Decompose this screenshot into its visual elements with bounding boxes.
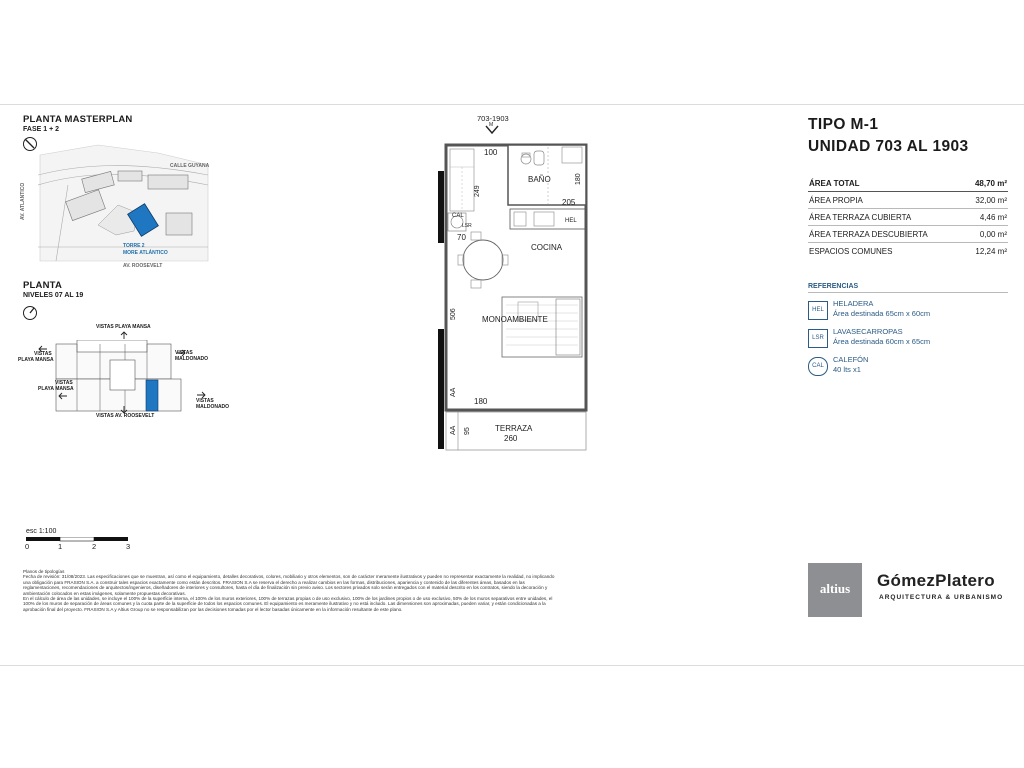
- arrow-up-icon: [120, 331, 128, 339]
- unidad-title: UNIDAD 703 AL 1903: [808, 138, 969, 155]
- av-roosevelt-label: AV. ROOSEVELT: [123, 263, 163, 269]
- referencias-title: REFERENCIAS: [808, 283, 859, 290]
- view-playa-mansa-left-2: PLAYA MANSA: [38, 386, 74, 392]
- view-roosevelt-bottom: VISTAS AV. ROOSEVELT: [96, 413, 155, 419]
- area-label: ÁREA TERRAZA DESCUBIERTA: [809, 230, 928, 239]
- view-vistas-left-2: VISTAS: [55, 380, 73, 386]
- view-vistas-maldonado-1: VISTAS: [175, 350, 193, 356]
- area-value: 4,46 m²: [979, 213, 1007, 222]
- area-label: ÁREA TOTAL: [809, 179, 860, 188]
- street-av-left-label: AV. ATLANTICO: [20, 182, 26, 220]
- area-label: ÁREA TERRAZA CUBIERTA: [809, 213, 912, 222]
- ref-name: HELADERA: [833, 299, 874, 308]
- disclaimer-paragraph-1: Fecha de revisión: 31/08/2023. Las especificaciones que se muestran, así como el equipamiento, detalles decorativos, colores, mobiliario y otros elementos, son de carácter meramente ilustrativos y pueden no representar exactamente la realidad, no implicando una obligación para FRASION S.A. a construir tales espacios exactamente como están descritos. FRASION S.A se reserva el derecho a realizar cambios en las formas, distribuciones, apariencia y contenido de las diferentes áreas, basados en las reglamentaciones, recomendaciones de arquitectos/ingenieros, diseñadores de interiores y consultores, hasta el día de finalización sin previo aviso. Los sectores privados solo serán entregados con el material descrito en los contratos, siendo la decoración y ambientación colocados en estas imágenes, solamente propuestas decorativas.: [23, 574, 555, 596]
- dim-205: 205: [562, 198, 576, 207]
- ref-name: CALEFÓN: [833, 355, 869, 364]
- dim-180-bano: 180: [575, 173, 582, 185]
- ref-desc: Área destinada 65cm x 60cm: [833, 309, 931, 318]
- area-value: 48,70 m²: [974, 179, 1007, 188]
- gomez-platero-subtitle: ARQUITECTURA & URBANISMO: [879, 594, 1004, 601]
- area-label: ÁREA PROPIA: [809, 196, 863, 205]
- ref-item-hel: [808, 298, 1008, 322]
- scale-tick-3: 3: [126, 542, 131, 551]
- area-label: ESPACIOS COMUNES: [809, 247, 893, 256]
- planta-subtitle: NIVELES 07 AL 19: [23, 292, 84, 299]
- altius-logo-text: altius: [819, 581, 851, 596]
- areas-table: [808, 175, 1008, 261]
- floor-plan: [438, 137, 594, 453]
- gomez-platero-logo: GómezPlatero: [877, 571, 995, 590]
- dim-95: 95: [464, 427, 471, 435]
- north-mark: M: [489, 122, 494, 128]
- dim-100: 100: [484, 148, 498, 157]
- room-bano: BAÑO: [528, 175, 551, 184]
- tower-floor-diagram: [55, 340, 185, 412]
- dim-180-bottom: 180: [474, 397, 488, 406]
- dim-70: 70: [457, 233, 466, 242]
- masterplan-title: PLANTA MASTERPLAN: [23, 114, 133, 125]
- disclaimer-block: [23, 569, 558, 612]
- calefon-icon: CAL: [808, 357, 828, 376]
- ref-name: LAVASECARROPAS: [833, 327, 903, 336]
- appliance-lsr: LSR: [462, 223, 472, 229]
- view-maldonado-2: MALDONADO: [196, 404, 230, 410]
- heladera-icon: HEL: [808, 301, 828, 320]
- unit-code-label: 703-1903: [477, 114, 509, 123]
- ref-item-lsr: [808, 326, 1008, 350]
- area-value: 12,24 m²: [975, 247, 1007, 256]
- lavasecarropas-icon: LSR: [808, 329, 828, 348]
- room-terraza: TERRAZA: [495, 424, 533, 433]
- appliance-cal: CAL: [452, 213, 464, 219]
- appliance-hel: HEL: [565, 218, 577, 224]
- area-row: [808, 243, 1008, 259]
- scale-tick-0: 0: [25, 542, 30, 551]
- tipo-title: TIPO M-1: [808, 116, 879, 133]
- area-row: [808, 209, 1008, 226]
- plan-sheet: [0, 104, 1024, 666]
- tower-label-2: MORE ATLÁNTICO: [123, 250, 168, 256]
- view-playa-mansa-top: VISTAS PLAYA MANSA: [96, 324, 151, 330]
- compass-icon: [22, 305, 38, 321]
- scale-label: esc 1:100: [26, 528, 57, 535]
- area-value: 0,00 m²: [979, 230, 1007, 239]
- compass-icon: [22, 136, 38, 152]
- view-maldonado-1: MALDONADO: [175, 356, 209, 362]
- area-value: 32,00 m²: [975, 196, 1007, 205]
- room-monoambiente: MONOAMBIENTE: [482, 315, 548, 324]
- unit-highlight: [146, 380, 158, 411]
- masterplan-subtitle: FASE 1 + 2: [23, 126, 59, 133]
- street-guyana-label: CALLE GUYANA: [170, 163, 210, 169]
- view-vistas-left-1: VISTAS: [34, 351, 52, 357]
- dim-260: 260: [504, 434, 518, 443]
- area-row-total: [808, 175, 1008, 192]
- altius-logo: [808, 563, 862, 617]
- appliance-aa-1: AA: [450, 387, 457, 397]
- planta-title: PLANTA: [23, 280, 63, 291]
- appliance-aa-2: AA: [450, 425, 457, 435]
- disclaimer-paragraph-2: En el cálculo de área de las unidades, se incluye el 100% de la superficie interna, el 100% de los muros exteriores, 100% de terrazas propias o de uso exclusivo, 100% de los jardines propios o de uso exclusivo, 50% de los muros separativos entre unidades, el 100% de los muros de separación de áreas comunes y la cuota parte de la superficie de todos los espacios comunes. El equipamiento es meramente ilustrativo y no está incluido. Las dimensiones son aproximadas, pueden variar, y están condicionadas a la aprobación final del proyecto. FRASION S.A y Altius Group no se responsabilizan por las decisiones tomadas por el lector basadas únicamente en la información resultante de este plano.: [23, 596, 553, 612]
- ref-desc: Área destinada 60cm x 65cm: [833, 337, 931, 346]
- arrow-left-icon: [58, 392, 68, 400]
- dim-506: 506: [450, 308, 457, 320]
- scale-tick-2: 2: [92, 542, 97, 551]
- disclaimer-heading: Planos de tipologías: [23, 569, 65, 574]
- area-row: [808, 192, 1008, 209]
- view-playa-mansa-left-1: PLAYA MANSA: [18, 357, 54, 363]
- view-vistas-maldonado-2: VISTAS: [196, 398, 214, 404]
- room-cocina: COCINA: [531, 243, 563, 252]
- scale-bar: [26, 537, 136, 543]
- dim-249: 249: [474, 185, 481, 197]
- ref-desc: 40 lts x1: [833, 365, 861, 374]
- tower-label-1: TORRE 2: [123, 243, 145, 249]
- ref-item-cal: [808, 354, 1008, 378]
- scale-tick-1: 1: [58, 542, 63, 551]
- referencias-divider: [808, 292, 1008, 293]
- area-row: [808, 226, 1008, 243]
